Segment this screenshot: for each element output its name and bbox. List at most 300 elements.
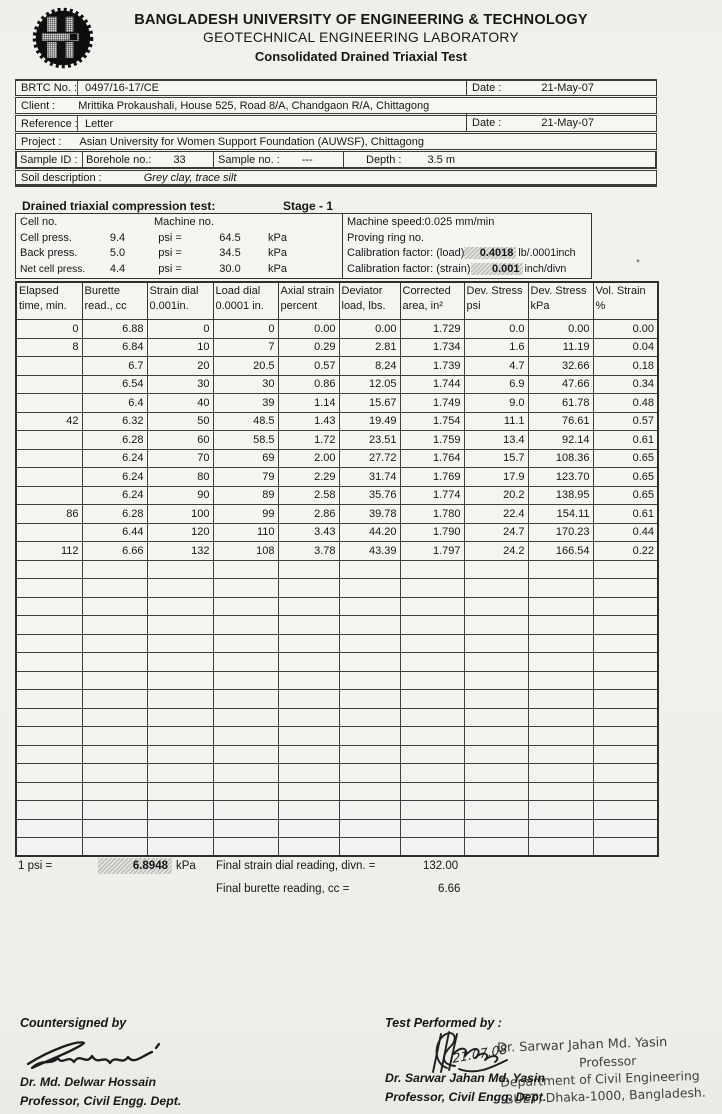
table-row-empty — [16, 801, 658, 820]
table-cell: 0.86 — [278, 375, 339, 394]
readings-tbody — [16, 320, 658, 857]
table-cell — [528, 801, 593, 820]
kpa-unit: kPa — [268, 263, 287, 276]
table-cell: 0 — [147, 320, 213, 339]
table-row — [16, 431, 658, 450]
table-cell — [464, 690, 528, 709]
table-row-empty — [16, 764, 658, 783]
table-cell — [464, 653, 528, 672]
table-cell — [82, 727, 147, 746]
table-cell — [213, 727, 278, 746]
table-cell — [339, 819, 400, 838]
table-row-empty — [16, 727, 658, 746]
table-cell — [400, 653, 464, 672]
final-strain-value: 132.00 — [423, 860, 459, 872]
table-cell — [339, 616, 400, 635]
table-row-empty — [16, 671, 658, 690]
table-row-empty — [16, 745, 658, 764]
table-cell — [339, 801, 400, 820]
table-cell — [400, 597, 464, 616]
table-cell: 1.729 — [400, 320, 464, 339]
psi-equals: psi = — [158, 247, 182, 260]
table-cell — [593, 708, 658, 727]
table-cell: 132 — [147, 542, 213, 561]
performed-by-label: Test Performed by : — [385, 1016, 502, 1030]
table-cell: 110 — [213, 523, 278, 542]
table-row — [16, 542, 658, 561]
table-cell — [147, 708, 213, 727]
table-cell: 17.9 — [464, 468, 528, 487]
table-row — [16, 338, 658, 357]
table-cell — [400, 690, 464, 709]
table-cell: 27.72 — [339, 449, 400, 468]
table-row — [16, 505, 658, 524]
table-cell: 31.74 — [339, 468, 400, 487]
column-header: Deviator load, lbs. — [339, 282, 400, 320]
table-cell — [16, 671, 82, 690]
table-cell — [213, 801, 278, 820]
table-cell: 4.7 — [464, 357, 528, 376]
table-cell — [400, 708, 464, 727]
table-cell: 1.72 — [278, 431, 339, 450]
table-cell — [82, 690, 147, 709]
table-cell — [213, 560, 278, 579]
table-cell: 1.790 — [400, 523, 464, 542]
table-cell — [213, 634, 278, 653]
machine-no-label: Machine no. — [154, 215, 214, 228]
table-cell — [147, 801, 213, 820]
table-cell — [16, 560, 82, 579]
table-cell — [528, 597, 593, 616]
table-cell: 0.00 — [339, 320, 400, 339]
university-name: BANGLADESH UNIVERSITY OF ENGINEERING & TECHNOLOGY — [134, 12, 588, 28]
pressure-psi-value: 4.4 — [109, 263, 126, 276]
table-cell — [400, 838, 464, 857]
table-cell — [339, 690, 400, 709]
table-cell — [528, 727, 593, 746]
table-cell: 0.65 — [593, 468, 658, 487]
table-cell — [400, 764, 464, 783]
table-cell: 20 — [147, 357, 213, 376]
table-cell: 0.00 — [528, 320, 593, 339]
final-burette-label: Final burette reading, cc = — [216, 883, 350, 895]
countersigned-label: Countersigned by — [20, 1016, 127, 1030]
table-cell — [528, 634, 593, 653]
table-cell: 86 — [16, 505, 82, 524]
performed-by-title: Professor, Civil Engg. Dept. — [385, 1090, 547, 1104]
table-cell — [339, 597, 400, 616]
stamp-name: Dr. Sarwar Jahan Md. Yasin — [496, 1034, 668, 1056]
sample-no-value: --- — [301, 153, 313, 166]
table-cell: 6.24 — [82, 468, 147, 487]
table-cell — [400, 782, 464, 801]
calibration-strain-value: 0.001 — [471, 263, 523, 275]
soil-label: Soil description : — [21, 171, 102, 184]
table-cell — [593, 653, 658, 672]
table-cell: 6.88 — [82, 320, 147, 339]
table-cell: 2.58 — [278, 486, 339, 505]
table-cell — [213, 708, 278, 727]
table-cell — [82, 782, 147, 801]
table-cell — [213, 782, 278, 801]
table-cell: 0.44 — [593, 523, 658, 542]
table-cell — [464, 745, 528, 764]
table-cell — [16, 616, 82, 635]
table-cell — [278, 690, 339, 709]
setup-right-panel — [343, 214, 591, 278]
table-cell — [16, 745, 82, 764]
table-cell: 6.32 — [82, 412, 147, 431]
table-cell — [278, 708, 339, 727]
setup-section-title: Drained triaxial compression test: — [22, 199, 216, 213]
table-cell — [464, 782, 528, 801]
table-cell: 43.39 — [339, 542, 400, 561]
table-cell: 2.29 — [278, 468, 339, 487]
scan-mark: * — [636, 258, 640, 269]
table-cell — [82, 560, 147, 579]
date-value: 21-May-07 — [541, 81, 594, 94]
table-cell — [147, 634, 213, 653]
table-cell — [16, 708, 82, 727]
table-row-empty — [16, 708, 658, 727]
table-cell — [147, 764, 213, 783]
table-cell: 6.24 — [82, 449, 147, 468]
table-cell — [278, 745, 339, 764]
table-cell — [278, 597, 339, 616]
table-cell — [464, 819, 528, 838]
table-cell — [464, 838, 528, 857]
table-cell: 154.11 — [528, 505, 593, 524]
kpa-unit: kPa — [268, 231, 287, 244]
info-table — [15, 79, 657, 187]
table-cell: 0.57 — [278, 357, 339, 376]
pressure-label: Cell press. — [20, 231, 72, 244]
table-cell: 30 — [147, 375, 213, 394]
final-strain-label: Final strain dial reading, divn. = — [216, 860, 376, 872]
table-cell: 22.4 — [464, 505, 528, 524]
table-row — [16, 468, 658, 487]
table-cell: 6.28 — [82, 431, 147, 450]
pressure-label: Net cell press. — [20, 263, 86, 275]
table-cell: 0.18 — [593, 357, 658, 376]
brtc-label: BRTC No. : — [21, 82, 78, 94]
table-cell: 58.5 — [213, 431, 278, 450]
table-cell — [464, 801, 528, 820]
table-cell — [400, 801, 464, 820]
column-header: Load dial 0.0001 in. — [213, 282, 278, 320]
table-cell — [82, 634, 147, 653]
column-header: Dev. Stress kPa — [528, 282, 593, 320]
table-cell: 0.65 — [593, 486, 658, 505]
machine-speed: Machine speed:0.025 mm/min — [347, 215, 495, 228]
table-cell — [339, 727, 400, 746]
table-cell — [593, 727, 658, 746]
table-cell — [147, 745, 213, 764]
psi-conversion-label: 1 psi = — [18, 860, 53, 872]
table-row — [16, 394, 658, 413]
table-cell — [400, 727, 464, 746]
table-cell: 120 — [147, 523, 213, 542]
table-cell: 138.95 — [528, 486, 593, 505]
table-cell: 13.4 — [464, 431, 528, 450]
table-cell — [593, 560, 658, 579]
table-cell — [147, 597, 213, 616]
table-cell: 1.759 — [400, 431, 464, 450]
table-cell — [213, 597, 278, 616]
table-cell — [593, 819, 658, 838]
table-cell — [16, 468, 82, 487]
table-cell — [147, 616, 213, 635]
date-label: Date : — [472, 117, 502, 129]
table-cell — [593, 838, 658, 857]
table-row-empty — [16, 782, 658, 801]
table-cell — [16, 431, 82, 450]
table-cell: 60 — [147, 431, 213, 450]
table-cell: 20.2 — [464, 486, 528, 505]
reference-row — [15, 115, 657, 132]
table-cell: 50 — [147, 412, 213, 431]
table-cell: 20.5 — [213, 357, 278, 376]
table-cell — [528, 838, 593, 857]
laboratory-name: GEOTECHNICAL ENGINEERING LABORATORY — [203, 30, 519, 45]
table-cell — [16, 375, 82, 394]
table-cell: 6.84 — [82, 338, 147, 357]
table-cell: 10 — [147, 338, 213, 357]
table-cell — [82, 838, 147, 857]
table-cell — [464, 764, 528, 783]
pressure-kpa-value: 34.5 — [219, 247, 241, 260]
table-cell — [147, 671, 213, 690]
table-cell: 0.61 — [593, 431, 658, 450]
table-cell — [82, 616, 147, 635]
column-header: Vol. Strain % — [593, 282, 658, 320]
table-cell: 1.14 — [278, 394, 339, 413]
project-value: Asian University for Women Support Foundation (AUWSF), Chittagong — [79, 135, 424, 148]
table-cell — [82, 801, 147, 820]
table-cell: 1.739 — [400, 357, 464, 376]
column-header: Elapsed time, min. — [16, 282, 82, 320]
date-label: Date : — [472, 81, 502, 94]
table-cell — [278, 819, 339, 838]
table-row — [16, 449, 658, 468]
table-cell — [16, 764, 82, 783]
table-cell: 112 — [16, 542, 82, 561]
table-cell — [16, 597, 82, 616]
table-cell — [278, 727, 339, 746]
table-cell — [147, 819, 213, 838]
calibration-strain-label: Calibration factor: (strain) — [347, 263, 471, 276]
table-cell: 108.36 — [528, 449, 593, 468]
table-cell — [528, 579, 593, 598]
table-cell — [528, 708, 593, 727]
table-cell — [16, 486, 82, 505]
date-cell — [466, 79, 657, 96]
table-cell — [213, 616, 278, 635]
table-cell — [528, 560, 593, 579]
cell-no-label: Cell no. — [20, 215, 58, 228]
calibration-load-label: Calibration factor: (load) — [347, 247, 465, 260]
table-cell — [400, 560, 464, 579]
table-cell: 80 — [147, 468, 213, 487]
test-title: Consolidated Drained Triaxial Test — [254, 49, 468, 64]
table-cell — [400, 671, 464, 690]
setup-box — [15, 213, 592, 279]
table-cell — [16, 819, 82, 838]
readings-header-row — [16, 282, 658, 320]
table-cell — [278, 671, 339, 690]
table-cell — [213, 579, 278, 598]
table-cell — [16, 782, 82, 801]
table-cell: 89 — [213, 486, 278, 505]
table-cell: 1.780 — [400, 505, 464, 524]
table-cell: 39 — [213, 394, 278, 413]
column-header: Axial strain percent — [278, 282, 339, 320]
table-cell: 0.57 — [593, 412, 658, 431]
table-cell — [82, 708, 147, 727]
table-cell — [528, 690, 593, 709]
table-cell: 47.66 — [528, 375, 593, 394]
table-cell — [16, 653, 82, 672]
depth-value: 3.5 m — [427, 153, 455, 166]
table-cell: 61.78 — [528, 394, 593, 413]
table-cell: 0.00 — [593, 320, 658, 339]
table-cell: 6.44 — [82, 523, 147, 542]
table-cell — [339, 634, 400, 653]
table-cell: 15.67 — [339, 394, 400, 413]
stamp-title: Professor — [578, 1053, 637, 1070]
conversion-section — [18, 860, 459, 872]
table-cell: 123.70 — [528, 468, 593, 487]
column-header: Strain dial 0.001in. — [147, 282, 213, 320]
table-cell — [147, 579, 213, 598]
table-cell — [339, 579, 400, 598]
table-cell: 12.05 — [339, 375, 400, 394]
table-cell: 69 — [213, 449, 278, 468]
table-cell: 0.61 — [593, 505, 658, 524]
soil-value: Grey clay, trace silt — [143, 171, 237, 184]
table-cell — [278, 634, 339, 653]
table-row — [16, 320, 658, 339]
table-cell — [528, 653, 593, 672]
table-cell: 6.7 — [82, 357, 147, 376]
table-cell: 1.764 — [400, 449, 464, 468]
readings-table — [15, 281, 659, 857]
calibration-strain-unit: inch/divn — [524, 263, 567, 276]
borehole-label: Borehole no.: — [86, 153, 152, 166]
column-header: Dev. Stress psi — [464, 282, 528, 320]
table-cell: 1.754 — [400, 412, 464, 431]
table-cell: 0.29 — [278, 338, 339, 357]
table-cell — [82, 671, 147, 690]
table-cell — [278, 838, 339, 857]
table-cell: 2.86 — [278, 505, 339, 524]
table-cell — [339, 653, 400, 672]
table-cell: 30 — [213, 375, 278, 394]
table-cell — [528, 745, 593, 764]
table-row-empty — [16, 634, 658, 653]
table-cell — [16, 523, 82, 542]
table-cell — [213, 653, 278, 672]
table-cell — [593, 801, 658, 820]
psi-equals: psi = — [158, 263, 182, 276]
table-cell: 24.2 — [464, 542, 528, 561]
cell-machine-row — [16, 214, 342, 230]
table-cell — [147, 782, 213, 801]
countersigned-signature — [20, 1036, 180, 1078]
psi-equals: psi = — [158, 231, 182, 244]
table-cell — [213, 838, 278, 857]
column-header: Corrected area, in² — [400, 282, 464, 320]
table-cell: 1.769 — [400, 468, 464, 487]
table-cell: 6.4 — [82, 394, 147, 413]
table-cell — [82, 819, 147, 838]
table-cell: 9.0 — [464, 394, 528, 413]
table-cell — [593, 579, 658, 598]
table-cell: 15.7 — [464, 449, 528, 468]
pressure-row — [16, 261, 342, 277]
calibration-strain-row — [343, 261, 591, 277]
table-cell — [464, 616, 528, 635]
table-cell: 2.81 — [339, 338, 400, 357]
table-cell: 1.6 — [464, 338, 528, 357]
table-cell — [82, 597, 147, 616]
table-cell — [16, 394, 82, 413]
table-cell — [278, 560, 339, 579]
table-cell — [213, 764, 278, 783]
table-cell — [147, 690, 213, 709]
table-cell: 0 — [213, 320, 278, 339]
table-cell — [528, 782, 593, 801]
table-cell: 0.65 — [593, 449, 658, 468]
table-cell — [528, 671, 593, 690]
table-cell: 8 — [16, 338, 82, 357]
calibration-load-value: 0.4018 — [464, 247, 516, 259]
table-row-empty — [16, 690, 658, 709]
table-cell — [82, 745, 147, 764]
table-cell: 1.43 — [278, 412, 339, 431]
table-cell: 6.54 — [82, 375, 147, 394]
table-cell — [464, 634, 528, 653]
performed-by-name: Dr. Sarwar Jahan Md. Yasin — [385, 1071, 545, 1085]
table-cell — [400, 745, 464, 764]
table-cell — [16, 690, 82, 709]
table-cell — [278, 579, 339, 598]
psi-conversion-value: 6.8948 — [98, 858, 172, 874]
table-cell: 0.22 — [593, 542, 658, 561]
table-cell — [400, 616, 464, 635]
table-cell — [339, 560, 400, 579]
table-cell — [16, 449, 82, 468]
table-cell: 0.04 — [593, 338, 658, 357]
table-cell — [339, 671, 400, 690]
table-row-empty — [16, 560, 658, 579]
table-cell: 170.23 — [528, 523, 593, 542]
table-cell: 3.78 — [278, 542, 339, 561]
table-cell: 42 — [16, 412, 82, 431]
table-cell — [593, 745, 658, 764]
pressure-row — [16, 230, 342, 246]
table-cell: 11.19 — [528, 338, 593, 357]
sample-id-label: Sample ID : — [20, 153, 78, 166]
table-cell — [147, 560, 213, 579]
table-cell — [528, 764, 593, 783]
date-cell — [466, 114, 657, 132]
soil-row — [15, 170, 657, 187]
table-cell: 90 — [147, 486, 213, 505]
table-cell — [464, 560, 528, 579]
table-cell — [593, 671, 658, 690]
stamp-address: BUET, Dhaka-1000, Bangladesh. — [504, 1084, 706, 1107]
